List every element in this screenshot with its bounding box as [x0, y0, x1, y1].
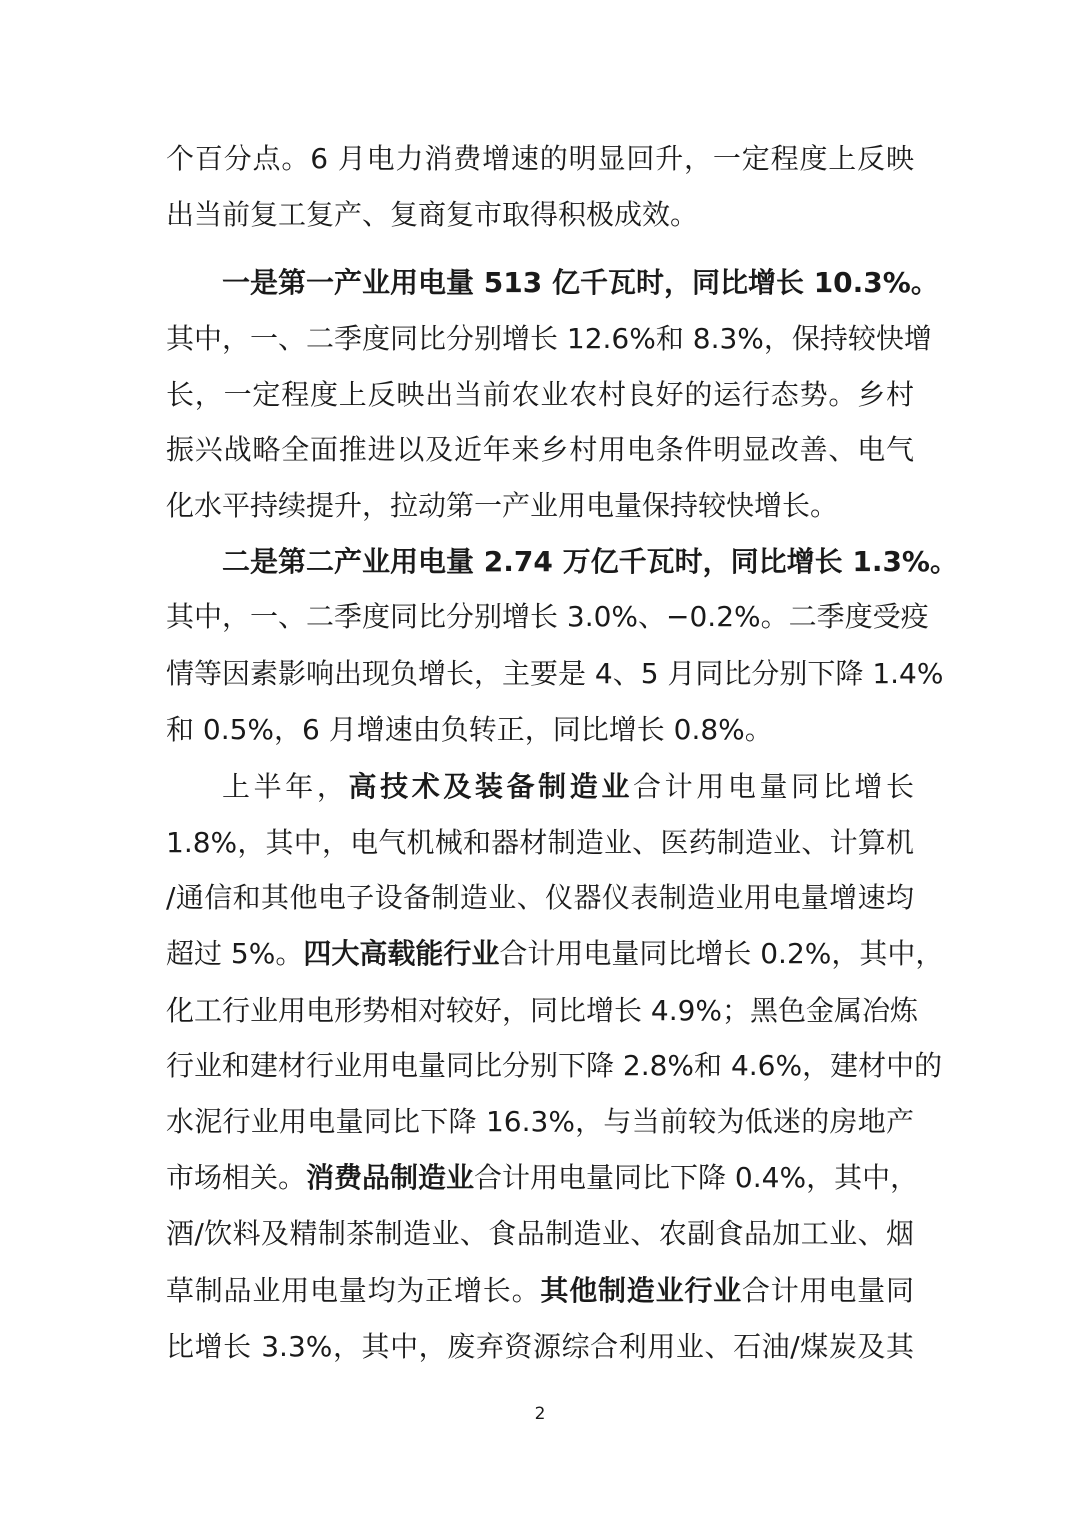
- body-text-line: 个百分点。6 月电力消费增速的明显回升，一定程度上反映: [166, 142, 914, 175]
- body-text-line: 1.8%，其中，电气机械和器材制造业、医药制造业、计算机: [166, 826, 914, 859]
- emphasis-consumer-goods: 消费品制造业: [306, 1161, 475, 1194]
- body-text-line: 出当前复工复产、复商复市取得积极成效。: [166, 198, 699, 231]
- section-heading-secondary-industry: 二是第二产业用电量 2.74 万亿千瓦时，同比增长 1.3%。: [222, 545, 958, 578]
- body-text-line: 其中，一、二季度同比分别增长 12.6%和 8.3%，保持较快增: [166, 322, 932, 355]
- body-text-line: /通信和其他电子设备制造业、仪器仪表制造业用电量增速均: [166, 881, 914, 914]
- body-text-line: 比增长 3.3%，其中，废弃资源综合利用业、石油/煤炭及其: [166, 1330, 914, 1363]
- emphasis-energy-intensive: 四大高载能行业: [303, 937, 500, 970]
- body-text-line: 其中，一、二季度同比分别增长 3.0%、−0.2%。二季度受疫: [166, 600, 929, 633]
- body-text-line: 长，一定程度上反映出当前农业农村良好的运行态势。乡村: [166, 378, 914, 411]
- body-text-line: 振兴战略全面推进以及近年来乡村用电条件明显改善、电气: [166, 433, 914, 466]
- body-text-line: 情等因素影响出现负增长，主要是 4、5 月同比分别下降 1.4%: [166, 657, 944, 690]
- body-text-line: 水泥行业用电量同比下降 16.3%，与当前较为低迷的房地产: [166, 1105, 914, 1138]
- emphasis-other-manufacturing: 其他制造业行业: [540, 1274, 742, 1307]
- page-number: 2: [534, 1404, 546, 1424]
- body-text-line: 市场相关。消费品制造业合计用电量同比下降 0.4%，其中，: [166, 1161, 919, 1194]
- emphasis-high-tech-equipment: 高技术及装备制造业: [348, 770, 634, 803]
- body-text-line: 化水平持续提升，拉动第一产业用电量保持较快增长。: [166, 489, 839, 522]
- body-text-line: 草制品业用电量均为正增长。其他制造业行业合计用电量同: [166, 1274, 914, 1307]
- body-text-line: 和 0.5%，6 月增速由负转正，同比增长 0.8%。: [166, 713, 773, 746]
- body-text-line: 超过 5%。四大高载能行业合计用电量同比增长 0.2%，其中，: [166, 937, 944, 970]
- body-text-line: 上半年，高技术及装备制造业合计用电量同比增长: [222, 770, 914, 803]
- body-text-line: 酒/饮料及精制茶制造业、食品制造业、农副食品加工业、烟: [166, 1217, 914, 1250]
- body-text-line: 化工行业用电形势相对较好，同比增长 4.9%；黑色金属冶炼: [166, 994, 919, 1027]
- body-text-line: 行业和建材行业用电量同比分别下降 2.8%和 4.6%，建材中的: [166, 1049, 943, 1082]
- section-heading-primary-industry: 一是第一产业用电量 513 亿千瓦时，同比增长 10.3%。: [222, 266, 939, 299]
